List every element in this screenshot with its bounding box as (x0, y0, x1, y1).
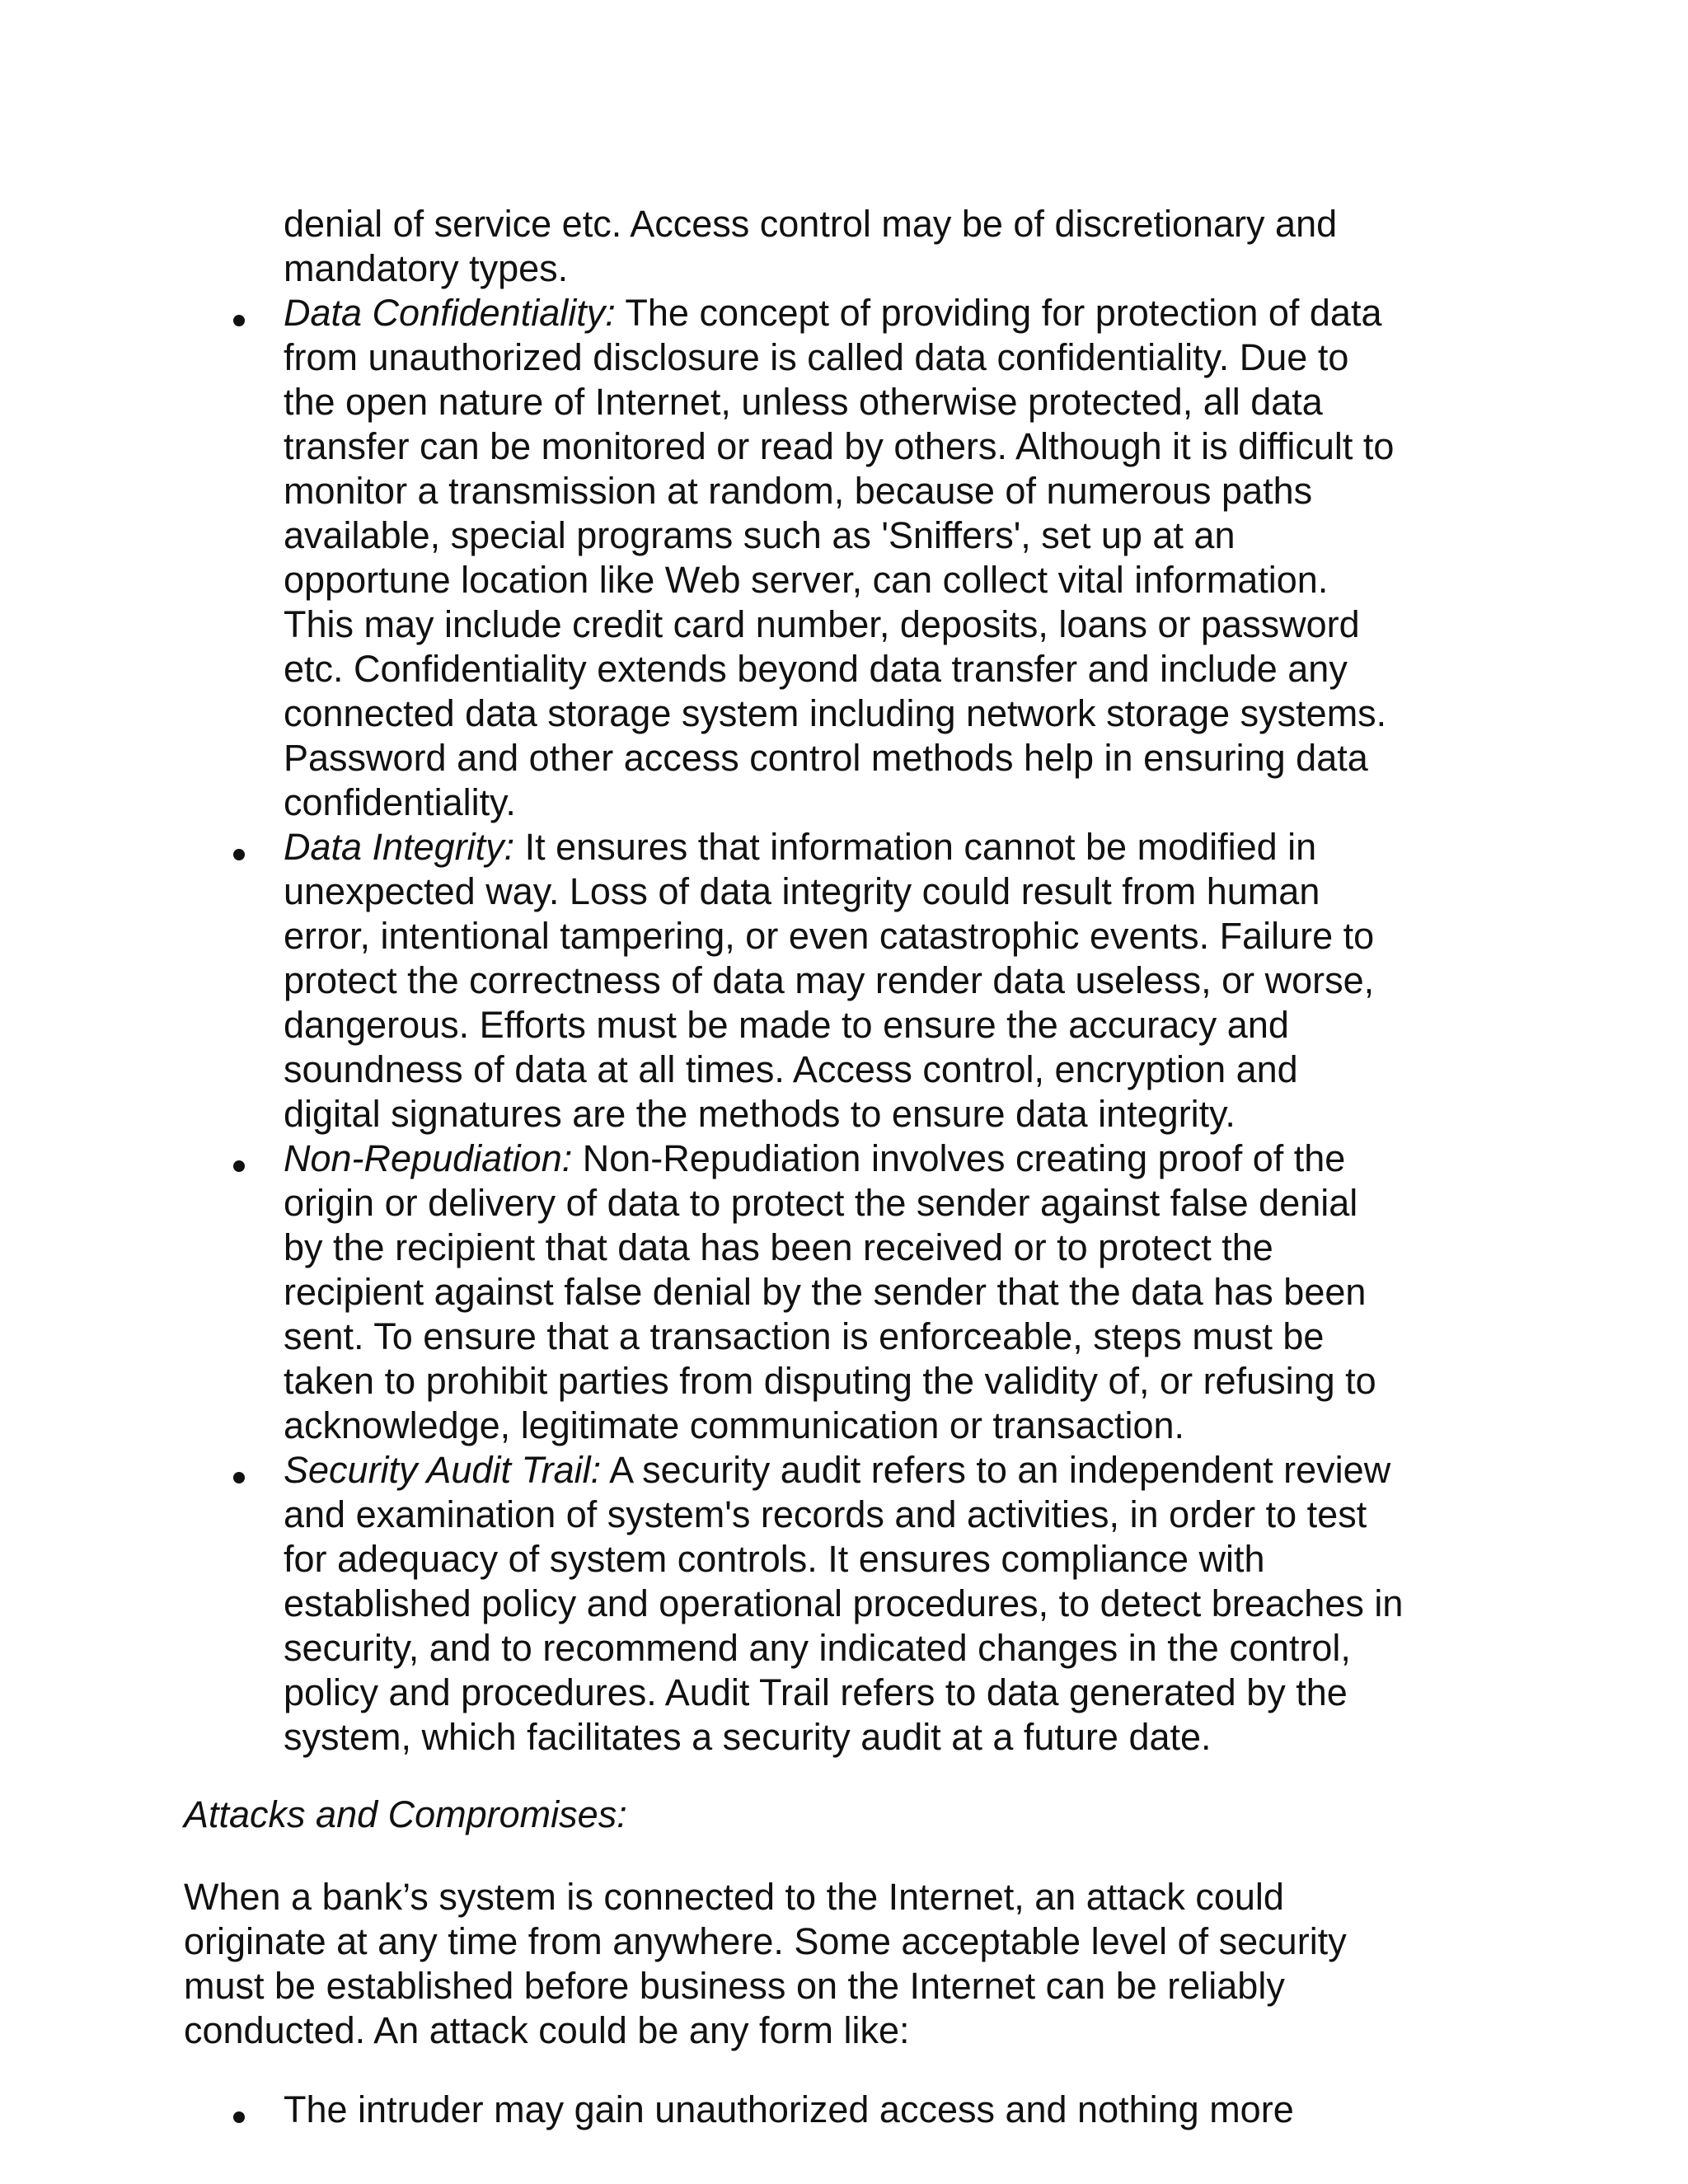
paragraph-line: recipient against false denial by the sender that the data has been (284, 1271, 1367, 1313)
term-text: It ensures that information cannot be modified in (514, 826, 1317, 868)
paragraph-line: from unauthorized disclosure is called data confidentiality. Due to (284, 336, 1349, 378)
paragraph-line: digital signatures are the methods to ensure data integrity. (284, 1093, 1236, 1135)
paragraph-line: opportune location like Web server, can collect vital information. (284, 559, 1329, 601)
list-item-integrity (284, 825, 1316, 869)
bullet-icon (233, 2111, 245, 2123)
term-label: Non-Repudiation: (284, 1137, 573, 1179)
paragraph-line: for adequacy of system controls. It ensures compliance with (284, 1538, 1265, 1580)
bullet-icon (233, 849, 245, 860)
paragraph-line: established policy and operational procedures, to detect breaches in (284, 1582, 1404, 1624)
paragraph-line: policy and procedures. Audit Trail refers to data generated by the (284, 1671, 1348, 1713)
paragraph-line: mandatory types. (284, 247, 569, 289)
paragraph-line: and examination of system's records and activities, in order to test (284, 1493, 1367, 1535)
term-label: Security Audit Trail: (284, 1449, 602, 1491)
paragraph-line: available, special programs such as 'Sniffers', set up at an (284, 514, 1236, 556)
paragraph-line: the open nature of Internet, unless otherwise protected, all data (284, 381, 1323, 423)
paragraph-line: monitor a transmission at random, because of numerous paths (284, 470, 1313, 512)
paragraph-line: conducted. An attack could be any form like: (184, 2009, 910, 2051)
paragraph-line: dangerous. Efforts must be made to ensure the accuracy and (284, 1004, 1289, 1046)
paragraph-line: by the recipient that data has been received or to protect the (284, 1226, 1273, 1268)
paragraph-line: Password and other access control methods help in ensuring data (284, 737, 1368, 779)
paragraph-line: sent. To ensure that a transaction is enforceable, steps must be (284, 1315, 1325, 1357)
list-item-confidentiality (284, 291, 1381, 335)
paragraph-line: denial of service etc. Access control may be of discretionary and (284, 203, 1338, 245)
term-text: The concept of providing for protection of data (615, 292, 1382, 334)
term-text: A security audit refers to an independent review (601, 1449, 1391, 1491)
bullet-icon (233, 315, 245, 326)
section-heading: Attacks and Compromises: (184, 1793, 627, 1835)
list-item-intruder: The intruder may gain unauthorized access and nothing more (284, 2088, 1294, 2130)
paragraph-line: security, and to recommend any indicated changes in the control, (284, 1627, 1351, 1669)
paragraph-line: origin or delivery of data to protect the sender against false denial (284, 1182, 1358, 1224)
term-text: Non-Repudiation involves creating proof of the (572, 1137, 1346, 1179)
paragraph-line: When a bank’s system is connected to the Internet, an attack could (184, 1876, 1284, 1918)
list-item-nonrepudiation (284, 1137, 1345, 1181)
paragraph-line: unexpected way. Loss of data integrity could result from human (284, 870, 1320, 912)
paragraph-line: transfer can be monitored or read by others. Although it is difficult to (284, 425, 1395, 467)
bullet-icon (233, 1472, 245, 1483)
paragraph-line: connected data storage system including network storage systems. (284, 692, 1387, 734)
list-item-audit (284, 1448, 1390, 1493)
term-label: Data Integrity: (284, 826, 515, 868)
paragraph-line: acknowledge, legitimate communication or transaction. (284, 1404, 1185, 1446)
paragraph-line: soundness of data at all times. Access control, encryption and (284, 1048, 1298, 1090)
paragraph-line: etc. Confidentiality extends beyond data transfer and include any (284, 648, 1348, 690)
term-label: Data Confidentiality: (284, 292, 616, 334)
paragraph-line: confidentiality. (284, 781, 516, 823)
paragraph-line: originate at any time from anywhere. Some acceptable level of security (184, 1920, 1347, 1962)
paragraph-line: error, intentional tampering, or even catastrophic events. Failure to (284, 915, 1375, 957)
paragraph-line: taken to prohibit parties from disputing the validity of, or refusing to (284, 1360, 1376, 1402)
paragraph-line: system, which facilitates a security audit at a future date. (284, 1716, 1212, 1758)
paragraph-line: protect the correctness of data may render data useless, or worse, (284, 959, 1375, 1001)
paragraph-line: This may include credit card number, deposits, loans or password (284, 603, 1360, 645)
paragraph-line: must be established before business on the Internet can be reliably (184, 1965, 1285, 2007)
bullet-icon (233, 1160, 245, 1172)
